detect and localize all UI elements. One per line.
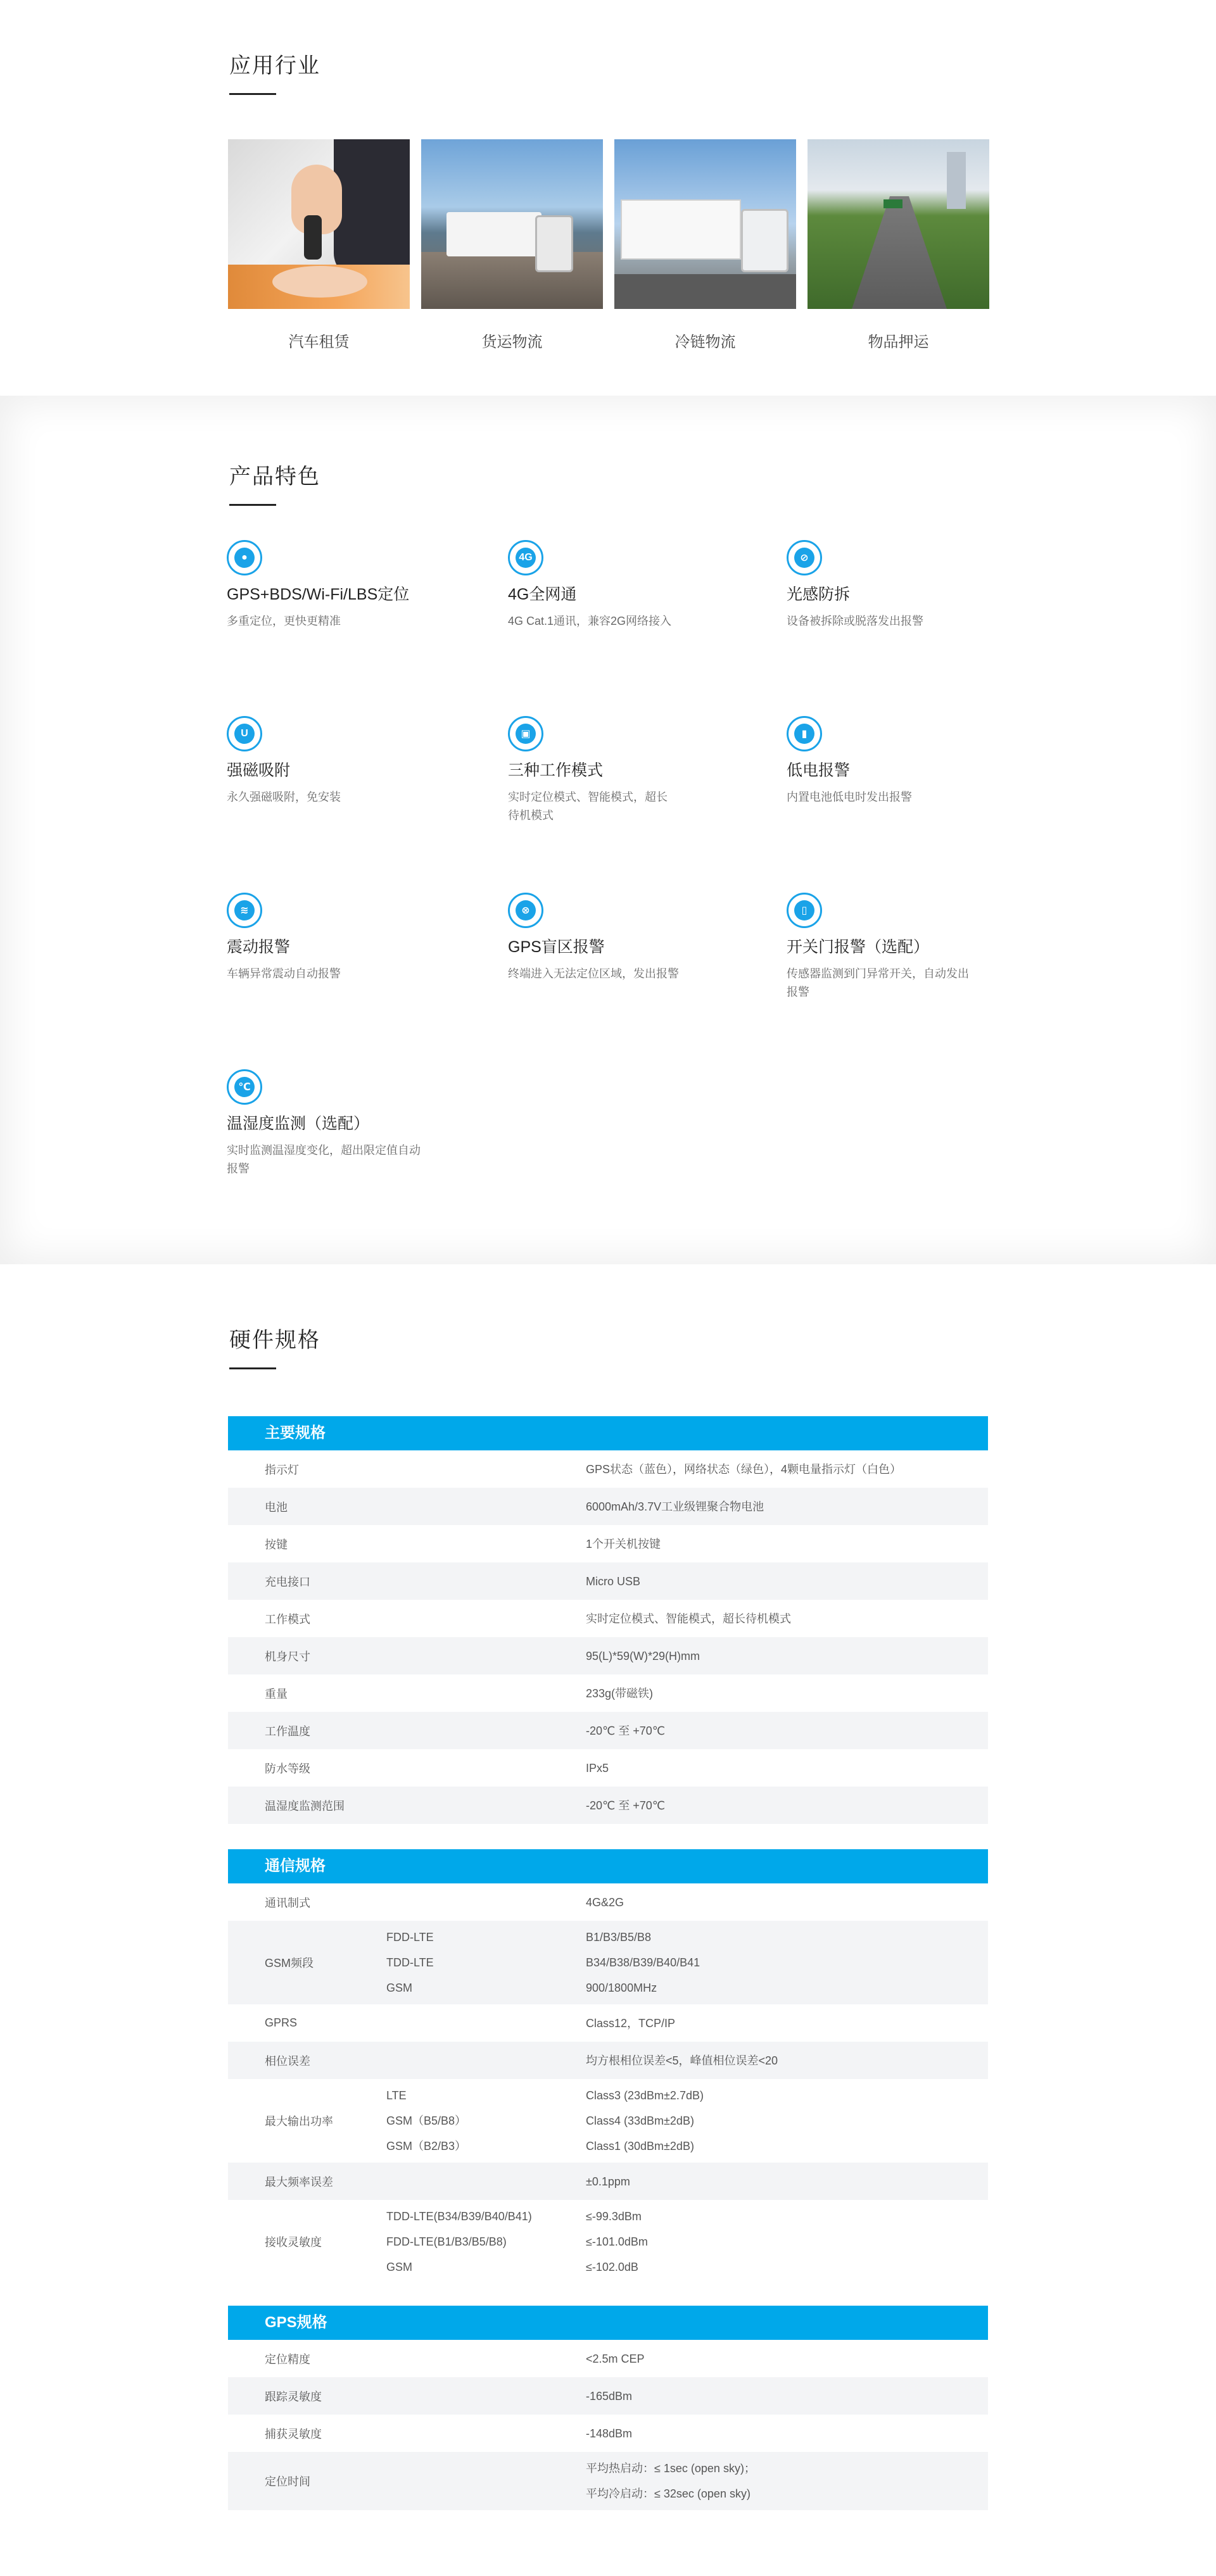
spec-values	[586, 2421, 988, 2446]
spec-value: 1个开关机按键	[586, 1537, 661, 1550]
spec-value: <2.5m CEP	[586, 2352, 645, 2365]
spec-value: ≤-99.3dBm	[586, 2210, 642, 2223]
cold-chain-truck-image	[614, 139, 796, 309]
spec-row	[228, 2452, 988, 2510]
spec-row	[228, 1450, 988, 1488]
feature-item	[787, 716, 1002, 807]
spec-row	[228, 1637, 988, 1674]
feature-title: 4G全网通	[508, 586, 577, 603]
spec-sub-label: LTE	[386, 2089, 407, 2102]
spec-sub-label: FDD-LTE	[386, 1931, 434, 1944]
spec-label: 定位精度	[265, 2353, 310, 2366]
spec-value: -148dBm	[586, 2427, 633, 2440]
industries-title: 应用行业	[229, 54, 320, 78]
specs-title: 硬件规格	[229, 1328, 320, 1352]
spec-row	[228, 1883, 988, 1921]
spec-value: IPx5	[586, 1761, 609, 1775]
magnet-icon	[227, 716, 262, 751]
spec-values	[586, 2456, 988, 2506]
spec-row	[228, 1488, 988, 1525]
spec-values	[586, 1925, 988, 2001]
spec-values	[586, 1681, 988, 1706]
feature-title: GPS+BDS/Wi-Fi/LBS定位	[227, 586, 410, 603]
thermometer-icon-glyph: ℃	[234, 1077, 255, 1097]
feature-item	[787, 540, 1002, 631]
feature-desc: 永久强磁吸附，免安装	[227, 791, 341, 803]
industry-label: 物品押运	[868, 334, 929, 351]
spec-row	[228, 2042, 988, 2079]
spec-sub-labels	[386, 2204, 586, 2280]
4g-signal-icon	[508, 540, 543, 575]
spec-label: 指示灯	[265, 1463, 299, 1476]
low-battery-icon	[787, 716, 822, 751]
feature-title: 强磁吸附	[227, 762, 291, 779]
spec-row	[228, 1525, 988, 1562]
spec-value: ±0.1ppm	[586, 2175, 630, 2188]
feature-title: 开关门报警（选配）	[787, 938, 930, 956]
spec-value: B1/B3/B5/B8	[586, 1931, 652, 1944]
spec-row	[228, 2163, 988, 2200]
feature-item	[227, 1069, 442, 1178]
industry-card-cold-chain	[614, 139, 796, 351]
main-specs-header: 主要规格	[228, 1416, 988, 1450]
spec-values	[586, 1569, 988, 1594]
gps-specs-header: GPS规格	[228, 2306, 988, 2340]
spec-values	[586, 1531, 988, 1557]
feature-title: 温湿度监测（选配）	[227, 1115, 370, 1133]
spec-row	[228, 1600, 988, 1637]
spec-row	[228, 1562, 988, 1600]
feature-title: GPS盲区报警	[508, 938, 605, 956]
spec-label: 捕获灵敏度	[265, 2427, 322, 2441]
feature-desc: 内置电池低电时发出报警	[787, 791, 912, 803]
spec-values	[586, 2384, 988, 2409]
feature-item	[227, 893, 442, 983]
spec-label: 接收灵敏度	[265, 2236, 322, 2249]
industry-card-car-rental	[228, 139, 410, 351]
spec-label: 跟踪灵敏度	[265, 2390, 322, 2403]
magnet-icon-glyph: U	[234, 724, 255, 744]
spec-label: 电池	[265, 1500, 288, 1514]
spec-value: -20℃ 至 +70℃	[586, 1724, 665, 1737]
spec-value: 900/1800MHz	[586, 1982, 657, 1994]
spec-row	[228, 2079, 988, 2163]
door-alarm-icon	[787, 893, 822, 928]
vibration-alarm-icon-glyph: ≋	[234, 900, 255, 920]
spec-label: GSM频段	[265, 1957, 314, 1970]
spec-values	[586, 2048, 988, 2073]
gps-specs-table	[228, 2306, 988, 2510]
spec-value: 实时定位模式、智能模式，超长待机模式	[586, 1612, 791, 1625]
comm-specs-table	[228, 1849, 988, 2284]
feature-item	[227, 540, 442, 631]
spec-value: 4G&2G	[586, 1895, 624, 1909]
features-title: 产品特色	[229, 465, 320, 489]
thermometer-icon	[227, 1069, 262, 1105]
spec-sub-label: GSM（B5/B8）	[386, 2114, 467, 2127]
spec-row	[228, 2004, 988, 2042]
spec-label: 工作温度	[265, 1725, 310, 1738]
specs-section	[0, 1264, 1216, 2576]
gps-blind-zone-icon-glyph: ⊗	[516, 900, 536, 920]
features-heading	[229, 459, 320, 506]
industry-card-cargo-logistics	[421, 139, 603, 351]
spec-values	[586, 1606, 988, 1631]
feature-item	[508, 540, 723, 631]
spec-label: 工作模式	[265, 1612, 310, 1626]
spec-value: Class3 (23dBm±2.7dB)	[586, 2089, 704, 2102]
spec-sub-label: FDD-LTE(B1/B3/B5/B8)	[386, 2235, 507, 2248]
spec-sub-label: GSM	[386, 1982, 413, 1994]
features-section	[0, 396, 1216, 1264]
industry-label: 汽车租赁	[288, 334, 350, 351]
spec-value: Micro USB	[586, 1574, 641, 1588]
spec-values	[586, 1643, 988, 1669]
spec-label: 定位时间	[265, 2475, 310, 2488]
feature-desc: 多重定位，更快更精准	[227, 615, 341, 627]
spec-value: Class4 (33dBm±2dB)	[586, 2114, 694, 2127]
vibration-alarm-icon	[227, 893, 262, 928]
comm-specs-header: 通信规格	[228, 1849, 988, 1883]
spec-label: 相位误差	[265, 2054, 310, 2068]
spec-row	[228, 2377, 988, 2415]
spec-values	[586, 2083, 988, 2159]
spec-label: 通讯制式	[265, 1896, 310, 1909]
title-underline	[229, 93, 276, 95]
feature-desc: 传感器监测到门异常开关，自动发出 报警	[787, 967, 969, 998]
cargo-truck-image	[421, 139, 603, 309]
spec-sub-label: GSM	[386, 2261, 413, 2273]
spec-value: -20℃ 至 +70℃	[586, 1799, 665, 1812]
spec-sub-label: GSM（B2/B3）	[386, 2140, 467, 2152]
spec-label: 防水等级	[265, 1762, 310, 1775]
spec-value: 均方根相位误差<5，峰值相位误差<20	[586, 2054, 778, 2067]
spec-sub-labels	[386, 1925, 586, 2001]
feature-desc: 实时监测温湿度变化，超出限定值自动 报警	[227, 1144, 421, 1175]
feature-title: 三种工作模式	[508, 762, 604, 779]
spec-value: 平均冷启动：≤ 32sec (open sky)	[586, 2487, 750, 2500]
spec-row	[228, 1674, 988, 1712]
gps-blind-zone-icon	[508, 893, 543, 928]
spec-values	[586, 1793, 988, 1818]
gps-specs-rows	[228, 2340, 988, 2510]
door-alarm-icon-glyph: ▯	[794, 900, 814, 920]
spec-row	[228, 1921, 988, 2004]
spec-values	[586, 2204, 988, 2280]
feature-title: 震动报警	[227, 938, 291, 956]
spec-value: 平均热启动：≤ 1sec (open sky)；	[586, 2462, 756, 2475]
spec-row	[228, 2200, 988, 2284]
feature-desc: 设备被拆除或脱落发出报警	[787, 615, 923, 627]
spec-values	[586, 2011, 988, 2036]
spec-values	[586, 1890, 988, 1915]
industries-section	[0, 0, 1216, 396]
title-underline	[229, 504, 276, 506]
spec-value: ≤-101.0dBm	[586, 2235, 648, 2248]
spec-values	[586, 1756, 988, 1781]
spec-label: GPRS	[265, 2016, 298, 2029]
comm-specs-rows	[228, 1883, 988, 2284]
spec-value: B34/B38/B39/B40/B41	[586, 1956, 700, 1969]
spec-value: 233g(带磁铁)	[586, 1687, 654, 1700]
work-mode-icon	[508, 716, 543, 751]
spec-row	[228, 2415, 988, 2452]
spec-value: Class1 (30dBm±2dB)	[586, 2140, 694, 2152]
spec-label: 温湿度监测范围	[265, 1799, 345, 1813]
spec-values	[586, 2346, 988, 2372]
spec-value: ≤-102.0dB	[586, 2261, 638, 2273]
light-sensor-icon-glyph: ⊘	[794, 548, 814, 568]
spec-row	[228, 1787, 988, 1824]
spec-value: GPS状态（蓝色），网络状态（绿色），4颗电量指示灯（白色）	[586, 1462, 902, 1476]
spec-label: 充电接口	[265, 1575, 310, 1588]
spec-values	[586, 1457, 988, 1482]
spec-value: 95(L)*59(W)*29(H)mm	[586, 1649, 700, 1662]
highway-image	[808, 139, 989, 309]
feature-item	[508, 893, 723, 983]
spec-sub-label: TDD-LTE(B34/B39/B40/B41)	[386, 2210, 532, 2223]
industry-label: 冷链物流	[674, 334, 736, 351]
feature-desc: 车辆异常震动自动报警	[227, 967, 341, 980]
spec-row	[228, 2340, 988, 2377]
main-specs-table	[228, 1416, 988, 1824]
feature-desc: 终端进入无法定位区域，发出报警	[508, 967, 679, 980]
spec-values	[586, 1494, 988, 1519]
industry-card-goods-escort	[808, 139, 989, 351]
feature-item	[508, 716, 723, 825]
specs-heading	[229, 1323, 320, 1369]
spec-values	[586, 2169, 988, 2194]
spec-label: 机身尺寸	[265, 1650, 310, 1663]
title-underline	[229, 1367, 276, 1369]
feature-title: 低电报警	[787, 762, 851, 779]
low-battery-icon-glyph: ▮	[794, 724, 814, 744]
industries-heading	[229, 48, 320, 95]
feature-desc: 实时定位模式、智能模式，超长 待机模式	[508, 791, 668, 822]
spec-value: 6000mAh/3.7V工业级锂聚合物电池	[586, 1500, 764, 1513]
spec-sub-labels	[386, 2083, 586, 2159]
industries-grid	[228, 139, 989, 351]
4g-signal-icon-glyph: 4G	[516, 548, 536, 568]
industry-label: 货运物流	[481, 334, 543, 351]
spec-row	[228, 1712, 988, 1749]
spec-label: 最大输出功率	[265, 2115, 333, 2128]
spec-row	[228, 1749, 988, 1787]
spec-label: 按键	[265, 1538, 288, 1551]
spec-label: 重量	[265, 1687, 288, 1700]
spec-value: -165dBm	[586, 2389, 633, 2403]
main-specs-rows	[228, 1450, 988, 1824]
location-pin-icon	[227, 540, 262, 575]
spec-value: Class12，TCP/IP	[586, 2016, 676, 2030]
spec-values	[586, 1718, 988, 1744]
work-mode-icon-glyph: ▣	[516, 724, 536, 744]
feature-desc: 4G Cat.1通讯，兼容2G网络接入	[508, 615, 672, 627]
feature-item	[787, 893, 1002, 1002]
light-sensor-icon	[787, 540, 822, 575]
feature-title: 光感防拆	[787, 586, 851, 603]
feature-item	[227, 716, 442, 807]
location-pin-icon-glyph: ●	[234, 548, 255, 568]
car-rental-image	[228, 139, 410, 309]
spec-sub-label: TDD-LTE	[386, 1956, 434, 1969]
spec-label: 最大频率误差	[265, 2175, 333, 2189]
